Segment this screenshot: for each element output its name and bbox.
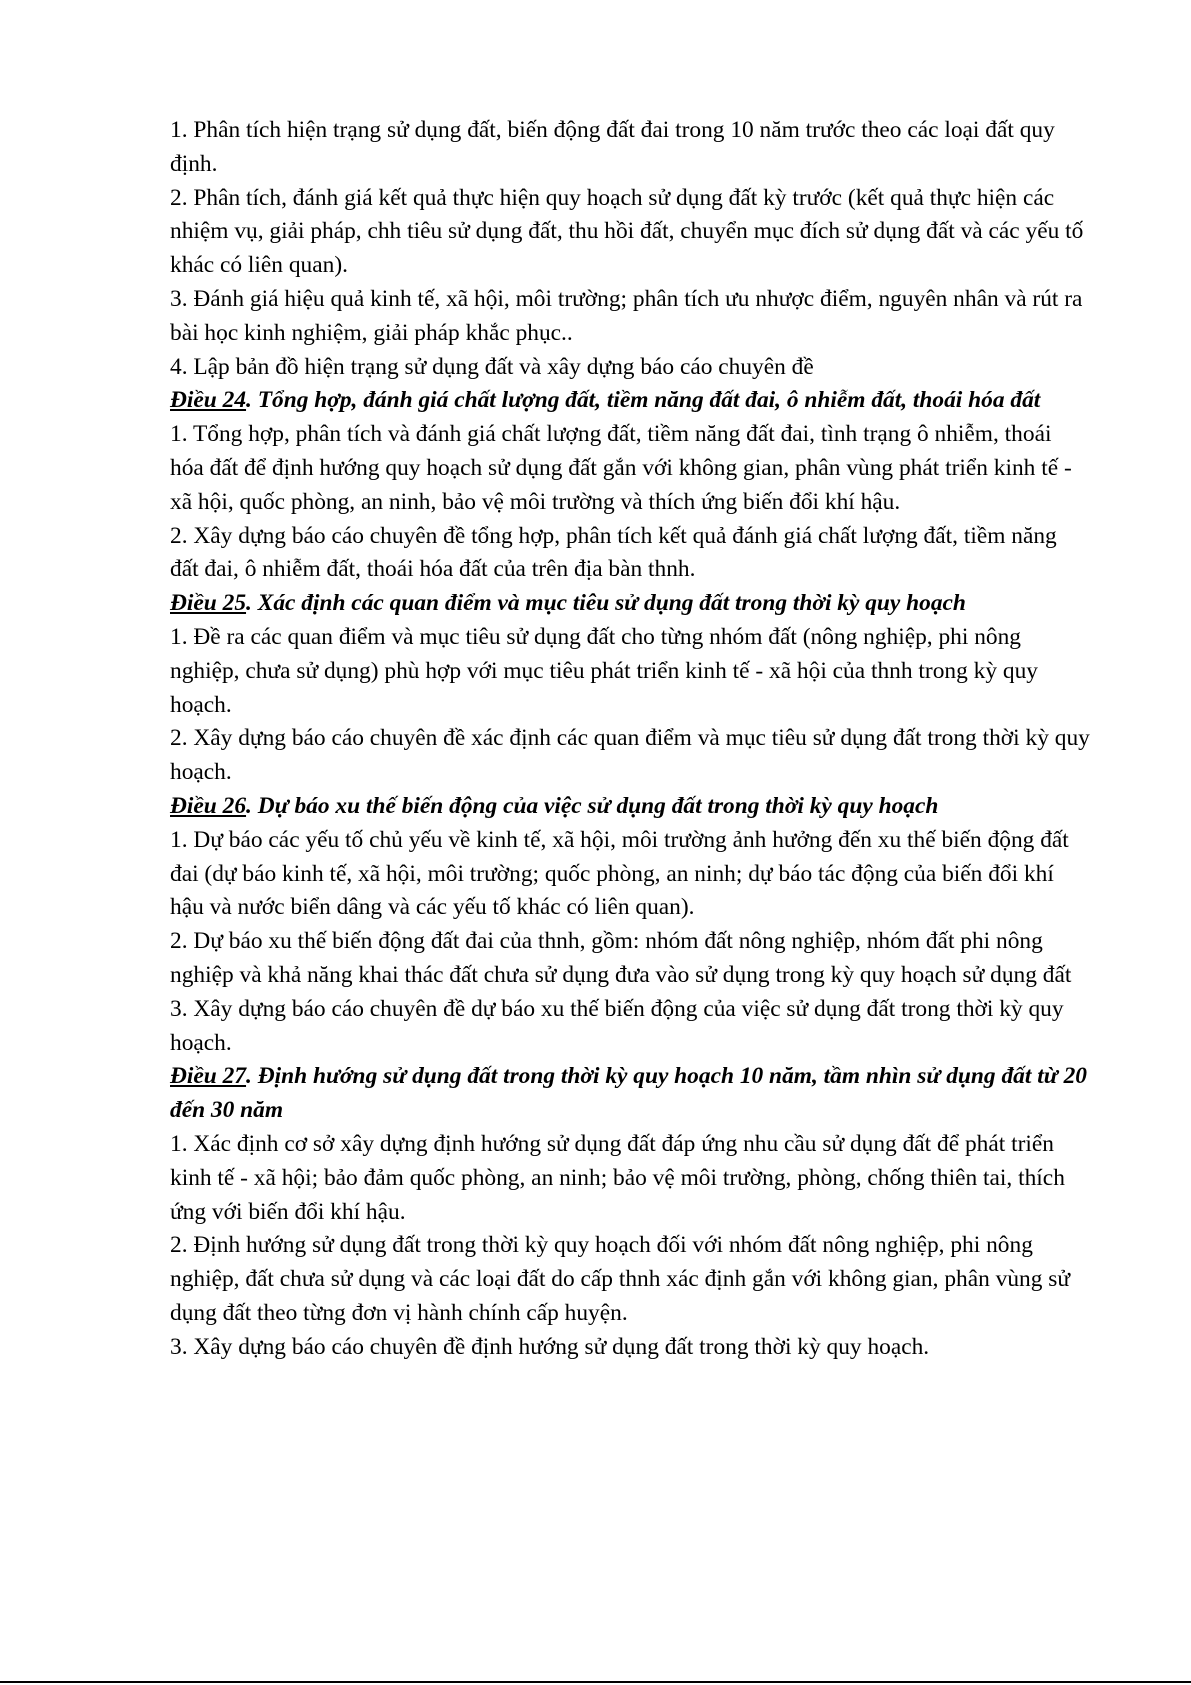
article-number: Điều 26 bbox=[170, 792, 247, 819]
article-heading-27 bbox=[170, 1060, 1090, 1128]
article-title: . Tổng hợp, đánh giá chất lượng đất, tiềm năng đất đai, ô nhiễm đất, thoái hóa đất bbox=[246, 387, 1041, 414]
article-number: Điều 25 bbox=[170, 590, 247, 617]
article-heading-24 bbox=[170, 384, 1090, 418]
article-title: . Xác định các quan điểm và mục tiêu sử dụng đất trong thời kỳ quy hoạch bbox=[246, 590, 966, 617]
document-body bbox=[170, 114, 1090, 1364]
article-title: . Định hướng sử dụng đất trong thời kỳ quy hoạch 10 năm, tầm nhìn sử dụng đất từ 20 đến 30 năm bbox=[170, 1063, 1087, 1124]
article-title: . Dự báo xu thế biến động của việc sử dụng đất trong thời kỳ quy hoạch bbox=[246, 792, 939, 819]
paragraph: 2. Định hướng sử dụng đất trong thời kỳ quy hoạch đối với nhóm đất nông nghiệp, phi nông nghiệp, đất chưa sử dụng và các loại đất do cấp thnh xác định gắn với không gian, phân vùng sử dụng đất theo từng đơn vị hành chính cấp huyện. bbox=[170, 1232, 1071, 1326]
paragraph: 2. Xây dựng báo cáo chuyên đề xác định các quan điểm và mục tiêu sử dụng đất trong thời kỳ quy hoạch. bbox=[170, 725, 1090, 786]
paragraph: 4. Lập bản đồ hiện trạng sử dụng đất và xây dựng báo cáo chuyên đề bbox=[170, 353, 814, 380]
paragraph: 1. Dự báo các yếu tố chủ yếu về kinh tế, xã hội, môi trường ảnh hưởng đến xu thế biến động đất đai (dự báo kinh tế, xã hội, môi trường; quốc phòng, an ninh; dự báo tác động của biến đổi khí hậu và nước biển dâng và các yếu tố khác có liên quan). bbox=[170, 826, 1069, 921]
article-heading-26 bbox=[170, 790, 1090, 824]
article-number: Điều 27 bbox=[170, 1063, 247, 1090]
paragraph: 3. Xây dựng báo cáo chuyên đề dự báo xu thế biến động của việc sử dụng đất trong thời kỳ quy hoạch. bbox=[170, 995, 1064, 1056]
footer-divider bbox=[0, 1681, 1191, 1683]
paragraph: 2. Dự báo xu thế biến động đất đai của thnh, gồm: nhóm đất nông nghiệp, nhóm đất phi nông nghiệp và khả năng khai thác đất chưa sử dụng đưa vào sử dụng trong kỳ quy hoạch sử dụng đất bbox=[170, 928, 1072, 988]
paragraph: 3. Xây dựng báo cáo chuyên đề định hướng sử dụng đất trong thời kỳ quy hoạch. bbox=[170, 1333, 930, 1360]
paragraph: 1. Tổng hợp, phân tích và đánh giá chất lượng đất, tiềm năng đất đai, tình trạng ô nhiễm, thoái hóa đất để định hướng quy hoạch sử dụng đất gắn với không gian, phân vùng phát triển kinh tế - xã hội, quốc phòng, an ninh, bảo vệ môi trường và thích ứng biến đổi khí hậu. bbox=[170, 421, 1072, 515]
paragraph: 2. Phân tích, đánh giá kết quả thực hiện quy hoạch sử dụng đất kỳ trước (kết quả thực hiện các nhiệm vụ, giải pháp, chh tiêu sử dụng đất, thu hồi đất, chuyển mục đích sử dụng đất và các yếu tố khác có liên quan). bbox=[170, 184, 1084, 279]
article-number: Điều 24 bbox=[170, 387, 247, 414]
paragraph: 2. Xây dựng báo cáo chuyên đề tổng hợp, phân tích kết quả đánh giá chất lượng đất, tiềm năng đất đai, ô nhiễm đất, thoái hóa đất của trên địa bàn thnh. bbox=[170, 522, 1057, 583]
paragraph: 1. Phân tích hiện trạng sử dụng đất, biến động đất đai trong 10 năm trước theo các loại đất quy định. bbox=[170, 117, 1055, 177]
article-heading-25 bbox=[170, 587, 1090, 621]
paragraph: 1. Đề ra các quan điểm và mục tiêu sử dụng đất cho từng nhóm đất (nông nghiệp, phi nông nghiệp, chưa sử dụng) phù hợp với mục tiêu phát triển kinh tế - xã hội của thnh trong kỳ quy hoạch. bbox=[170, 623, 1038, 718]
paragraph: 1. Xác định cơ sở xây dựng định hướng sử dụng đất đáp ứng nhu cầu sử dụng đất để phát triển kinh tế - xã hội; bảo đảm quốc phòng, an ninh; bảo vệ môi trường, phòng, chống thiên tai, thích ứng với biến đổi khí hậu. bbox=[170, 1130, 1065, 1225]
paragraph: 3. Đánh giá hiệu quả kinh tế, xã hội, môi trường; phân tích ưu nhược điểm, nguyên nhân và rút ra bài học kinh nghiệm, giải pháp khắc phục.. bbox=[170, 285, 1083, 346]
